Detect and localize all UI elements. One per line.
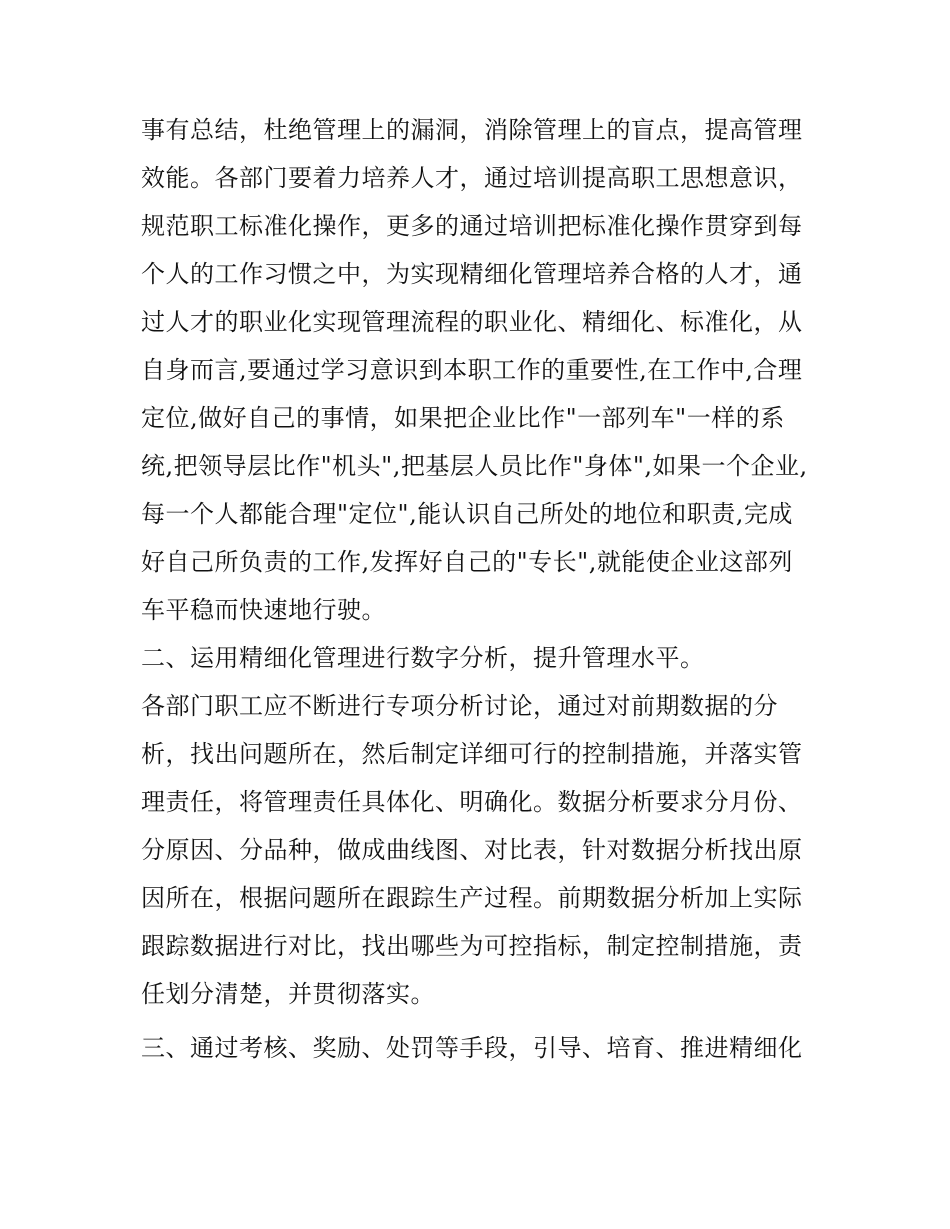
text-line: 事有总结，杜绝管理上的漏洞，消除管理上的盲点，提高管理 [141,116,803,144]
text-line: 定位,做好自己的事情，如果把企业比作"一部列车"一样的系 [141,404,785,432]
document-body [141,110,821,1076]
section-heading: 二、运用精细化管理进行数字分析，提升管理水平。 [141,644,705,672]
text-line: 析，找出问题所在，然后制定详细可行的控制措施，并落实管 [141,740,803,768]
text-line: 分原因、分品种，做成曲线图、对比表，针对数据分析找出原 [141,836,803,864]
text-line: 自身而言,要通过学习意识到本职工作的重要性,在工作中,合理 [141,356,803,384]
text-line: 各部门职工应不断进行专项分析讨论，通过对前期数据的分 [141,692,778,720]
text-line: 任划分清楚，并贯彻落实。 [141,980,435,1008]
text-line: 车平稳而快速地行驶。 [141,596,386,624]
text-line: 因所在，根据问题所在跟踪生产过程。前期数据分析加上实际 [141,884,803,912]
text-line: 过人才的职业化实现管理流程的职业化、精细化、标准化，从 [141,308,803,336]
text-line: 好自己所负责的工作,发挥好自己的"专长",就能使企业这部列 [141,548,793,576]
text-line: 规范职工标准化操作，更多的通过培训把标准化操作贯穿到每 [141,212,803,240]
text-line: 理责任，将管理责任具体化、明确化。数据分析要求分月份、 [141,788,803,816]
section-heading: 三、通过考核、奖励、处罚等手段，引导、培育、推进精细化 [141,1034,803,1062]
text-line: 统,把领导层比作"机头",把基层人员比作"身体",如果一个企业, [141,452,808,480]
text-line: 个人的工作习惯之中，为实现精细化管理培养合格的人才，通 [141,260,803,288]
text-line: 效能。各部门要着力培养人才，通过培训提高职工思想意识， [141,164,803,192]
text-line: 跟踪数据进行对比，找出哪些为可控指标，制定控制措施，责 [141,932,803,960]
text-line: 每一个人都能合理"定位",能认识自己所处的地位和职责,完成 [141,500,793,528]
